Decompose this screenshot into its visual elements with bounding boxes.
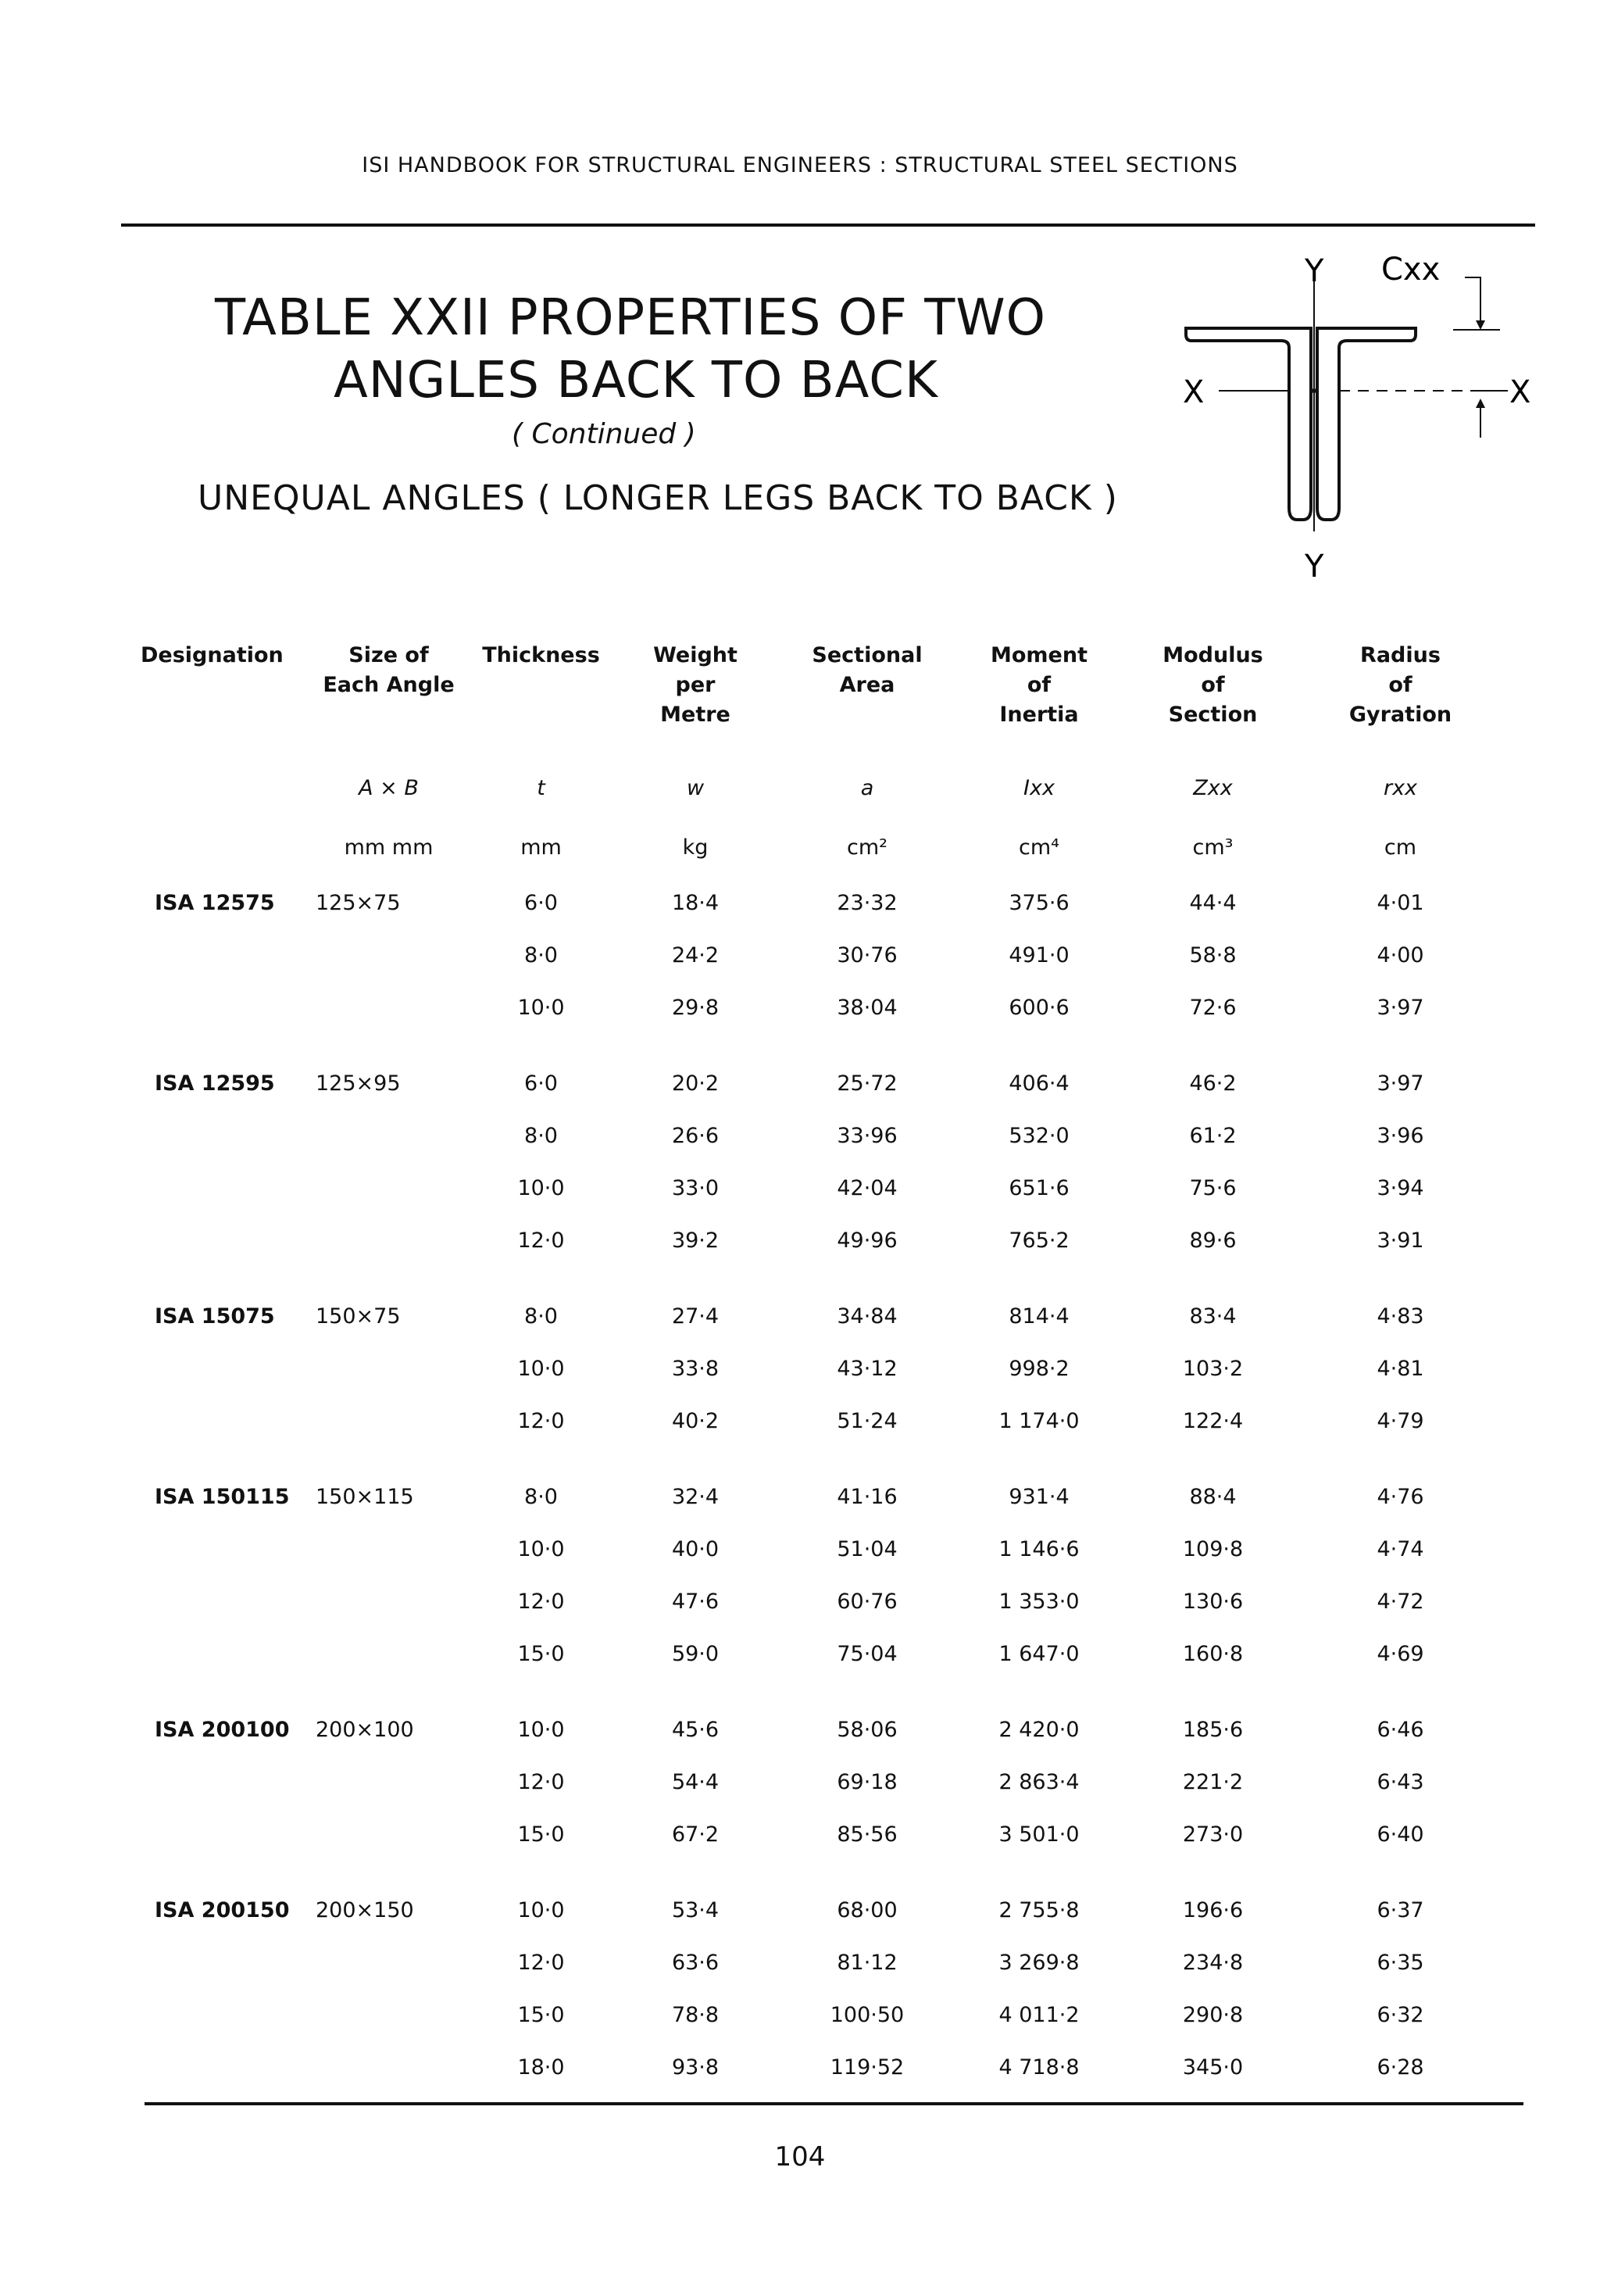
unit-cell: cm² xyxy=(847,835,888,860)
table-row xyxy=(141,1343,1500,1395)
moment-cell: 2 755·8 xyxy=(998,1898,1080,1922)
thickness-cell: 8·0 xyxy=(524,1124,558,1148)
size-cell xyxy=(305,1575,473,1628)
radius-cell: 6·37 xyxy=(1377,1898,1424,1922)
symbol-cell: w xyxy=(686,775,705,800)
thickness-cell: 15·0 xyxy=(517,1642,565,1666)
area-cell: 51·24 xyxy=(837,1409,898,1433)
header-radius: Radius of Gyration xyxy=(1348,643,1452,727)
moment-cell: 600·6 xyxy=(1009,996,1070,1020)
radius-cell: 4·01 xyxy=(1377,891,1424,915)
modulus-cell: 185·6 xyxy=(1182,1718,1244,1742)
area-cell: 38·04 xyxy=(837,996,898,1020)
radius-cell: 3·97 xyxy=(1377,996,1424,1020)
unit-cell xyxy=(141,817,305,877)
radius-cell: 6·40 xyxy=(1377,1822,1424,1847)
header-size: Size of Each Angle xyxy=(323,643,455,697)
modulus-cell: 234·8 xyxy=(1182,1951,1244,1975)
unit-row xyxy=(141,817,1500,877)
continued-text: ( Continued ) xyxy=(512,418,696,450)
weight-cell: 39·2 xyxy=(671,1228,720,1253)
cxx-label: Cxx xyxy=(1381,252,1441,288)
moment-cell: 931·4 xyxy=(1009,1485,1070,1509)
thickness-cell: 6·0 xyxy=(524,1071,558,1096)
modulus-cell: 89·6 xyxy=(1189,1228,1237,1253)
size-cell xyxy=(305,1989,473,2041)
weight-cell: 32·4 xyxy=(671,1485,720,1509)
designation-cell xyxy=(141,929,305,982)
thickness-cell: 8·0 xyxy=(524,1304,558,1329)
size-cell xyxy=(305,982,473,1034)
designation-cell xyxy=(141,2041,305,2094)
size-cell: 150×75 xyxy=(316,1304,401,1329)
modulus-cell: 103·2 xyxy=(1182,1357,1244,1381)
area-cell: 33·96 xyxy=(837,1124,898,1148)
moment-cell: 2 863·4 xyxy=(998,1770,1080,1794)
table-row xyxy=(141,877,1500,929)
thickness-cell: 15·0 xyxy=(517,1822,565,1847)
weight-cell: 40·0 xyxy=(671,1537,720,1561)
moment-cell: 4 718·8 xyxy=(998,2055,1080,2080)
designation-cell: ISA 12575 xyxy=(155,891,275,915)
size-cell xyxy=(305,1395,473,1447)
table-row xyxy=(141,982,1500,1034)
moment-cell: 998·2 xyxy=(1009,1357,1070,1381)
area-cell: 25·72 xyxy=(837,1071,898,1096)
table-row xyxy=(141,1447,1500,1523)
weight-cell: 47·6 xyxy=(671,1590,720,1614)
radius-cell: 3·94 xyxy=(1377,1176,1424,1200)
area-cell: 81·12 xyxy=(837,1951,898,1975)
moment-cell: 4 011·2 xyxy=(998,2003,1080,2027)
designation-cell xyxy=(141,1756,305,1808)
radius-cell: 4·00 xyxy=(1377,943,1424,967)
moment-cell: 3 269·8 xyxy=(998,1951,1080,1975)
moment-cell: 651·6 xyxy=(1009,1176,1070,1200)
weight-cell: 59·0 xyxy=(671,1642,720,1666)
modulus-cell: 290·8 xyxy=(1182,2003,1244,2027)
symbol-cell: Ixx xyxy=(1023,775,1055,800)
table-row xyxy=(141,1680,1500,1756)
size-cell: 150×115 xyxy=(316,1485,414,1509)
cxx-arrow-up xyxy=(1476,399,1485,408)
unit-cell: cm³ xyxy=(1192,835,1234,860)
designation-cell xyxy=(141,1343,305,1395)
header-designation: Designation xyxy=(141,643,284,667)
weight-cell: 33·0 xyxy=(671,1176,720,1200)
table-row xyxy=(141,1214,1500,1267)
area-cell: 41·16 xyxy=(837,1485,898,1509)
modulus-cell: 160·8 xyxy=(1182,1642,1244,1666)
area-cell: 68·00 xyxy=(837,1898,898,1922)
header-moment: Moment of Inertia xyxy=(991,643,1088,727)
weight-cell: 29·8 xyxy=(671,996,720,1020)
modulus-cell: 122·4 xyxy=(1182,1409,1244,1433)
symbol-cell xyxy=(141,758,305,817)
table-body xyxy=(141,877,1500,2094)
bottom-rule xyxy=(145,2102,1523,2105)
modulus-cell: 72·6 xyxy=(1189,996,1237,1020)
top-rule xyxy=(121,224,1535,227)
unit-cell: cm⁴ xyxy=(1019,835,1059,860)
symbol-cell: a xyxy=(860,775,874,800)
symbol-row xyxy=(141,758,1500,817)
radius-cell: 6·32 xyxy=(1377,2003,1424,2027)
table-subtitle: UNEQUAL ANGLES ( LONGER LEGS BACK TO BACK ) xyxy=(198,478,1118,518)
modulus-cell: 221·2 xyxy=(1182,1770,1244,1794)
area-cell: 85·56 xyxy=(837,1822,898,1847)
weight-cell: 93·8 xyxy=(671,2055,720,2080)
thickness-cell: 10·0 xyxy=(517,1357,565,1381)
designation-cell xyxy=(141,1628,305,1680)
angles-back-to-back-diagram xyxy=(1172,250,1539,586)
area-cell: 75·04 xyxy=(837,1642,898,1666)
area-cell: 69·18 xyxy=(837,1770,898,1794)
weight-cell: 45·6 xyxy=(671,1718,720,1742)
designation-cell xyxy=(141,1110,305,1162)
header-row xyxy=(141,641,1500,758)
moment-cell: 1 146·6 xyxy=(998,1537,1080,1561)
moment-cell: 765·2 xyxy=(1009,1228,1070,1253)
size-cell xyxy=(305,1523,473,1575)
header-thickness: Thickness xyxy=(482,643,600,667)
table-row xyxy=(141,1989,1500,2041)
thickness-cell: 10·0 xyxy=(517,1898,565,1922)
radius-cell: 4·76 xyxy=(1377,1485,1424,1509)
properties-table xyxy=(141,641,1500,2094)
thickness-cell: 12·0 xyxy=(517,1951,565,1975)
right-angle-shape xyxy=(1317,328,1416,520)
thickness-cell: 8·0 xyxy=(524,1485,558,1509)
designation-cell xyxy=(141,1523,305,1575)
weight-cell: 54·4 xyxy=(671,1770,720,1794)
modulus-cell: 58·8 xyxy=(1189,943,1237,967)
x-label-left: X xyxy=(1183,374,1205,410)
size-cell: 125×75 xyxy=(316,891,401,915)
thickness-cell: 12·0 xyxy=(517,1409,565,1433)
moment-cell: 1 647·0 xyxy=(998,1642,1080,1666)
area-cell: 34·84 xyxy=(837,1304,898,1329)
radius-cell: 3·91 xyxy=(1377,1228,1424,1253)
moment-cell: 814·4 xyxy=(1009,1304,1070,1329)
thickness-cell: 10·0 xyxy=(517,996,565,1020)
thickness-cell: 12·0 xyxy=(517,1770,565,1794)
modulus-cell: 273·0 xyxy=(1182,1822,1244,1847)
moment-cell: 1 174·0 xyxy=(998,1409,1080,1433)
weight-cell: 78·8 xyxy=(671,2003,720,2027)
designation-cell: ISA 200150 xyxy=(155,1898,290,1922)
thickness-cell: 18·0 xyxy=(517,2055,565,2080)
table-row xyxy=(141,1628,1500,1680)
area-cell: 119·52 xyxy=(830,2055,905,2080)
thickness-cell: 10·0 xyxy=(517,1176,565,1200)
table-header xyxy=(141,641,1500,877)
moment-cell: 3 501·0 xyxy=(998,1822,1080,1847)
modulus-cell: 345·0 xyxy=(1182,2055,1244,2080)
radius-cell: 6·28 xyxy=(1377,2055,1424,2080)
table-row xyxy=(141,1861,1500,1937)
page-number: 104 xyxy=(774,2141,826,2173)
weight-cell: 53·4 xyxy=(671,1898,720,1922)
thickness-cell: 6·0 xyxy=(524,891,558,915)
table-row xyxy=(141,1267,1500,1343)
size-cell: 200×100 xyxy=(316,1718,414,1742)
radius-cell: 4·79 xyxy=(1377,1409,1424,1433)
radius-cell: 4·74 xyxy=(1377,1537,1424,1561)
moment-cell: 532·0 xyxy=(1009,1124,1070,1148)
designation-cell xyxy=(141,1937,305,1989)
area-cell: 51·04 xyxy=(837,1537,898,1561)
area-cell: 42·04 xyxy=(837,1176,898,1200)
thickness-cell: 12·0 xyxy=(517,1590,565,1614)
size-cell xyxy=(305,1110,473,1162)
header-modulus: Modulus of Section xyxy=(1162,643,1263,727)
weight-cell: 26·6 xyxy=(671,1124,720,1148)
size-cell xyxy=(305,1756,473,1808)
unit-cell: cm xyxy=(1384,835,1417,860)
symbol-cell: Zxx xyxy=(1193,775,1233,800)
designation-cell: ISA 15075 xyxy=(155,1304,275,1329)
moment-cell: 406·4 xyxy=(1009,1071,1070,1096)
weight-cell: 18·4 xyxy=(671,891,720,915)
thickness-cell: 12·0 xyxy=(517,1228,565,1253)
modulus-cell: 44·4 xyxy=(1189,891,1237,915)
moment-cell: 2 420·0 xyxy=(998,1718,1080,1742)
radius-cell: 4·72 xyxy=(1377,1590,1424,1614)
table-row xyxy=(141,2041,1500,2094)
designation-cell: ISA 12595 xyxy=(155,1071,275,1096)
moment-cell: 375·6 xyxy=(1009,891,1070,915)
radius-cell: 3·96 xyxy=(1377,1124,1424,1148)
radius-cell: 6·46 xyxy=(1377,1718,1424,1742)
continued-note xyxy=(512,418,696,450)
area-cell: 49·96 xyxy=(837,1228,898,1253)
area-cell: 100·50 xyxy=(830,2003,905,2027)
weight-cell: 27·4 xyxy=(671,1304,720,1329)
weight-cell: 24·2 xyxy=(671,943,720,967)
x-label-right: X xyxy=(1509,374,1531,410)
modulus-cell: 130·6 xyxy=(1182,1590,1244,1614)
symbol-cell: A × B xyxy=(359,775,419,800)
table-row xyxy=(141,1808,1500,1861)
unit-cell: mm mm xyxy=(344,835,434,860)
y-label-top: Y xyxy=(1305,253,1324,289)
size-cell xyxy=(305,1937,473,1989)
designation-cell xyxy=(141,1808,305,1861)
designation-cell xyxy=(141,1214,305,1267)
table-title-line-2: ANGLES BACK TO BACK xyxy=(334,352,938,409)
radius-cell: 4·69 xyxy=(1377,1642,1424,1666)
moment-cell: 1 353·0 xyxy=(998,1590,1080,1614)
table-row xyxy=(141,1034,1500,1110)
area-cell: 60·76 xyxy=(837,1590,898,1614)
header-area: Sectional Area xyxy=(812,643,923,697)
size-cell: 125×95 xyxy=(316,1071,401,1096)
area-cell: 23·32 xyxy=(837,891,898,915)
table-row xyxy=(141,1937,1500,1989)
table-row xyxy=(141,1575,1500,1628)
table-row xyxy=(141,929,1500,982)
weight-cell: 33·8 xyxy=(671,1357,720,1381)
designation-cell: ISA 200100 xyxy=(155,1718,290,1742)
symbol-cell: rxx xyxy=(1383,775,1418,800)
size-cell: 200×150 xyxy=(316,1898,414,1922)
weight-cell: 67·2 xyxy=(671,1822,720,1847)
thickness-cell: 8·0 xyxy=(524,943,558,967)
size-cell xyxy=(305,1214,473,1267)
running-head: ISI HANDBOOK FOR STRUCTURAL ENGINEERS : STRUCTURAL STEEL SECTIONS xyxy=(362,153,1238,177)
table-row xyxy=(141,1110,1500,1162)
size-cell xyxy=(305,929,473,982)
radius-cell: 6·35 xyxy=(1377,1951,1424,1975)
size-cell xyxy=(305,1808,473,1861)
designation-cell xyxy=(141,1989,305,2041)
radius-cell: 4·81 xyxy=(1377,1357,1424,1381)
modulus-cell: 75·6 xyxy=(1189,1176,1237,1200)
modulus-cell: 196·6 xyxy=(1182,1898,1244,1922)
size-cell xyxy=(305,1343,473,1395)
designation-cell xyxy=(141,1395,305,1447)
modulus-cell: 88·4 xyxy=(1189,1485,1237,1509)
radius-cell: 6·43 xyxy=(1377,1770,1424,1794)
thickness-cell: 15·0 xyxy=(517,2003,565,2027)
moment-cell: 491·0 xyxy=(1009,943,1070,967)
designation-cell xyxy=(141,1575,305,1628)
unit-cell: kg xyxy=(682,835,709,860)
table-row xyxy=(141,1162,1500,1214)
size-cell xyxy=(305,1628,473,1680)
table-row xyxy=(141,1523,1500,1575)
area-cell: 58·06 xyxy=(837,1718,898,1742)
table-row xyxy=(141,1756,1500,1808)
modulus-cell: 61·2 xyxy=(1189,1124,1237,1148)
designation-cell: ISA 150115 xyxy=(155,1485,290,1509)
symbol-cell: t xyxy=(537,775,545,800)
radius-cell: 4·83 xyxy=(1377,1304,1424,1329)
cxx-arrow-down xyxy=(1476,320,1485,330)
left-angle-shape xyxy=(1186,328,1311,520)
weight-cell: 40·2 xyxy=(671,1409,720,1433)
modulus-cell: 46·2 xyxy=(1189,1071,1237,1096)
header-weight: Weight per Metre xyxy=(653,643,738,727)
table-row xyxy=(141,1395,1500,1447)
modulus-cell: 83·4 xyxy=(1189,1304,1237,1329)
area-cell: 43·12 xyxy=(837,1357,898,1381)
centroid-dot xyxy=(1312,388,1316,393)
modulus-cell: 109·8 xyxy=(1182,1537,1244,1561)
size-cell xyxy=(305,2041,473,2094)
thickness-cell: 10·0 xyxy=(517,1537,565,1561)
area-cell: 30·76 xyxy=(837,943,898,967)
size-cell xyxy=(305,1162,473,1214)
thickness-cell: 10·0 xyxy=(517,1718,565,1742)
weight-cell: 20·2 xyxy=(671,1071,720,1096)
unit-cell: mm xyxy=(520,835,562,860)
weight-cell: 63·6 xyxy=(671,1951,720,1975)
designation-cell xyxy=(141,982,305,1034)
designation-cell xyxy=(141,1162,305,1214)
radius-cell: 3·97 xyxy=(1377,1071,1424,1096)
table-title-line-1: TABLE XXII PROPERTIES OF TWO xyxy=(215,289,1046,347)
y-label-bottom: Y xyxy=(1305,549,1324,585)
